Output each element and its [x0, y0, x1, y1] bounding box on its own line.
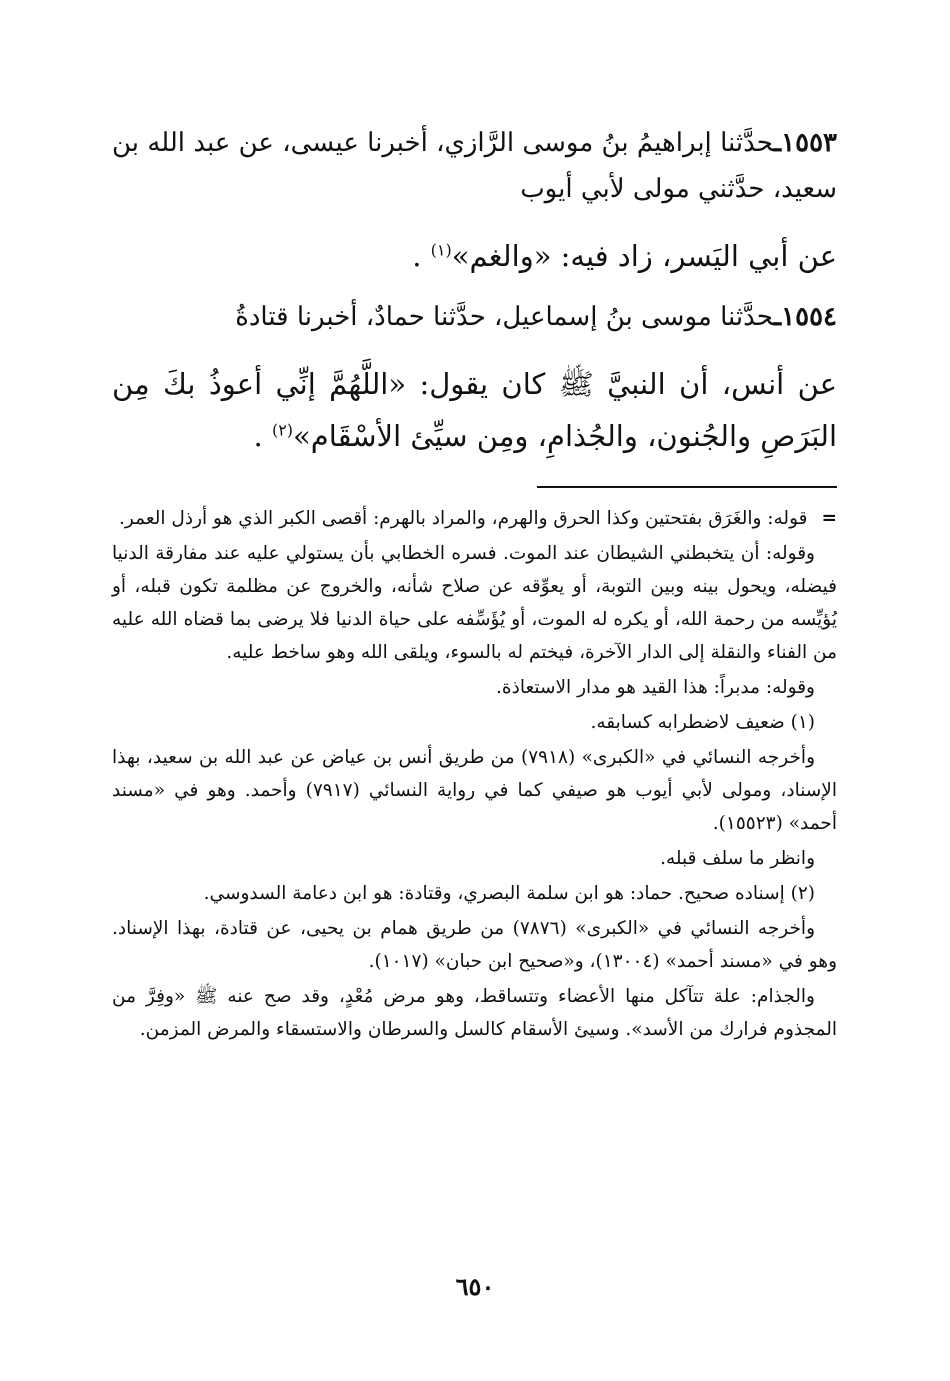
continuation-mark: =	[821, 508, 837, 529]
footnote-paragraph: وقوله: مدبراً: هذا القيد هو مدار الاستعاذة.	[496, 677, 815, 698]
footnote-paragraph: وانظر ما سلف قبله.	[660, 848, 815, 869]
hadith-number: ١٥٥٣ـ	[773, 128, 837, 158]
book-page	[112, 120, 837, 1370]
main-text	[112, 120, 837, 462]
matn-end: .	[253, 419, 263, 453]
footnote-paragraph: وقوله: أن يتخبطني الشيطان عند الموت. فسره الخطابي بأن يستولي عليه عند مفارقة الدنيا فيضله، ويحول بينه وبين التوبة، أو يعوِّقه عن صلاح شأنه، والخروج عن مظلمة تكون قبله، أو يُؤيِّسه من رحمة الله، أو يكره له الموت، أو يُؤَسِّفه على حياة الدنيا فلا يرضى بما قضاه الله عليه من الفناء والنقلة إلى الدار الآخرة، فيختم له بالسوء، ويلقى الله وهو ساخط عليه.	[112, 543, 837, 663]
hadith-1553-matn	[112, 230, 837, 282]
footnote-paragraph: وأخرجه النسائي في «الكبرى» (٧٩١٨) من طريق أنس بن عياض عن عبد الله بن سعيد، بهذا الإسناد، ومولى لأبي أيوب هو صيفي كما في رواية النسائي (٧٩١٧) وأحمد. وهو في «مسند أحمد» (١٥٥٢٣).	[112, 747, 837, 834]
footnotes-section	[112, 502, 837, 1046]
footnote-ref: (٢)	[271, 420, 294, 440]
footnote-ref: (١)	[430, 240, 452, 260]
footnote-paragraph: والجذام: علة تتآكل منها الأعضاء وتتساقط، وهو مرض مُعْدٍ، وقد صح عنه ﷺ «وفِرَّ من المجذوم فرارك من الأسد». وسيئ الأسقام كالسل والسرطان والاستسقاء والمرض المزمن.	[112, 986, 837, 1040]
hadith-isnad-text: حدَّثنا موسى بنُ إسماعيل، حدَّثنا حمادٌ، أخبرنا قتادةُ	[235, 302, 774, 332]
hadith-1553-isnad	[112, 120, 837, 212]
footnote-paragraph: وأخرجه النسائي في «الكبرى» (٧٨٧٦) من طريق همام بن يحيى، عن قتادة، بهذا الإسناد. وهو في «مسند أحمد» (١٣٠٠٤)، و«صحيح ابن حبان» (١٠١٧).	[112, 918, 837, 972]
hadith-isnad-text: حدَّثنا إبراهيمُ بنُ موسى الرَّازي، أخبرنا عيسى، عن عبد الله بن سعيد، حدَّثني مولى لأبي أيوب	[112, 128, 837, 204]
matn-end: .	[412, 239, 422, 273]
footnote-paragraph: (١) ضعيف لاضطرابه كسابقه.	[590, 712, 815, 733]
hadith-1554-isnad	[112, 294, 837, 340]
hadith-1554-matn	[112, 358, 837, 462]
hadith-number: ١٥٥٤ـ	[773, 302, 837, 332]
footnote-text: قوله: والغَرَق بفتحتين وكذا الحرق والهرم، والمراد بالهرم: أقصى الكبر الذي هو أرذل العمر.	[119, 508, 808, 529]
hadith-matn-text: عن أنس، أن النبيَّ ﷺ كان يقول: «اللَّهُمَّ إنِّي أعوذُ بكَ مِن البَرَصِ والجُنون، والجُذامِ، ومِن سيِّئ الأسْقَام»	[112, 367, 837, 453]
footnote-paragraph: (٢) إسناده صحيح. حماد: هو ابن سلمة البصري، وقتادة: هو ابن دعامة السدوسي.	[203, 883, 815, 904]
footnote-divider	[537, 486, 837, 488]
footnote-paragraph	[112, 502, 837, 535]
page-number: ٦٥٠	[455, 1272, 495, 1301]
hadith-matn-text: عن أبي اليَسر، زاد فيه: «والغم»	[451, 239, 837, 273]
